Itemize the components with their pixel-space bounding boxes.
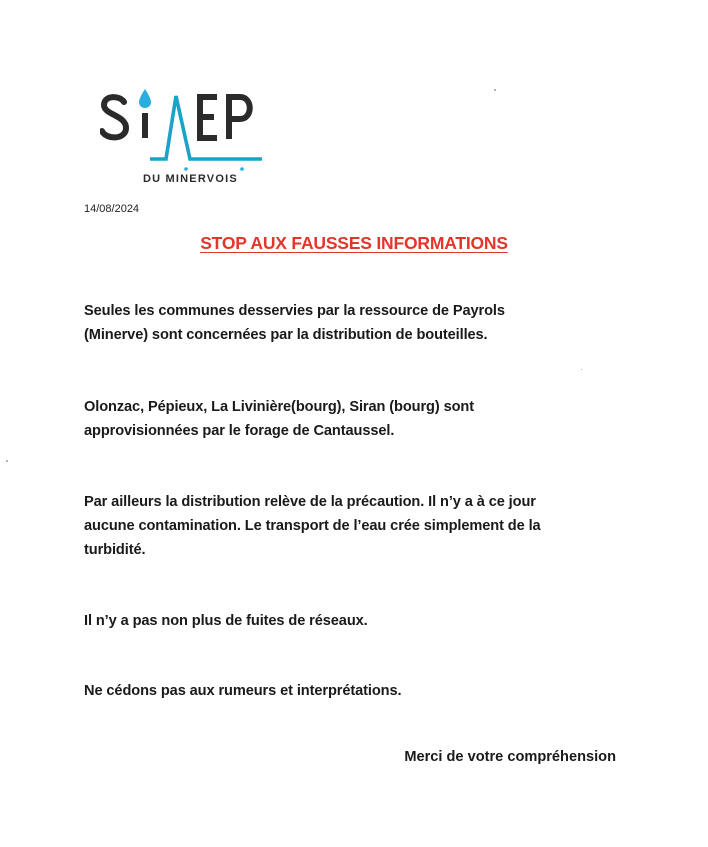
svg-text:DU MINERVOIS: DU MINERVOIS — [143, 173, 238, 185]
siaep-logo — [100, 88, 270, 188]
paragraph-rumours — [84, 679, 644, 703]
paragraph-leaks — [84, 609, 644, 633]
document-date: 14/08/2024 — [84, 203, 140, 215]
paragraph-line: approvisionnées par le forage de Cantaussel. — [84, 423, 395, 439]
paragraph-precaution — [84, 490, 644, 562]
paragraph-line: Ne cédons pas aux rumeurs et interprétations. — [84, 683, 402, 699]
paragraph-line: turbidité. — [84, 542, 146, 558]
paragraph-line: (Minerve) sont concernées par la distribution de bouteilles. — [84, 327, 488, 343]
paragraph-line: aucune contamination. Le transport de l’eau crée simplement de la — [84, 518, 541, 534]
scan-speck — [6, 460, 8, 462]
page-title: STOP AUX FAUSSES INFORMATIONS — [200, 233, 508, 253]
closing-signoff: Merci de votre compréhension — [404, 749, 616, 765]
paragraph-line: Olonzac, Pépieux, La Livinière(bourg), Siran (bourg) sont — [84, 399, 474, 415]
scan-speck — [581, 369, 582, 370]
paragraph-line: Par ailleurs la distribution relève de la précaution. Il n’y a à ce jour — [84, 494, 536, 510]
paragraph-cantaussel — [84, 395, 644, 443]
paragraph-line: Seules les communes desservies par la ressource de Payrols — [84, 303, 505, 319]
paragraph-payrols — [84, 299, 644, 347]
paragraph-line: Il n’y a pas non plus de fuites de réseaux. — [84, 613, 368, 629]
scan-speck — [494, 89, 496, 91]
